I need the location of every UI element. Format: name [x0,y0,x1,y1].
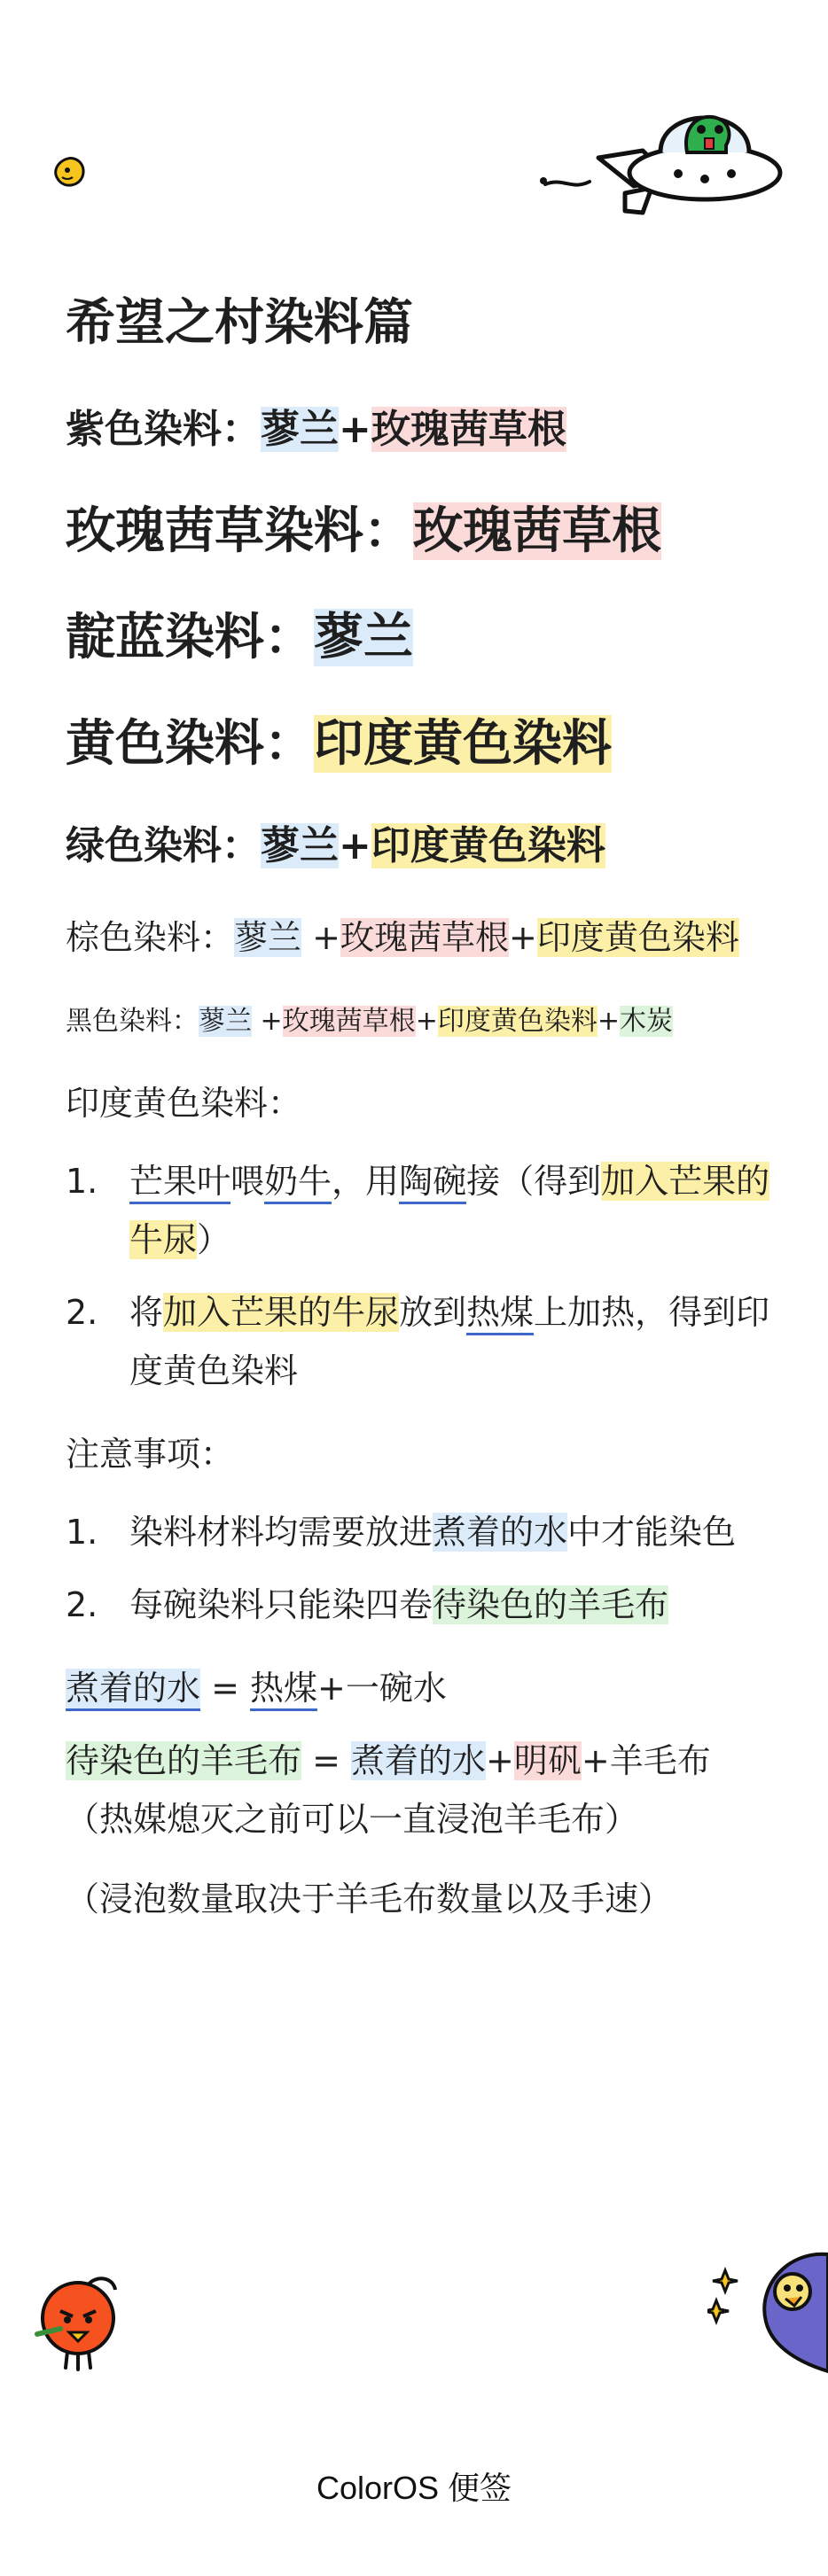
list-item [66,1152,775,1269]
yellow-dye-line [66,691,775,798]
green-dye-label: 绿色染料： [66,823,261,868]
green-dye-line [66,798,775,895]
brown-dye-ingredient-3: 印度黄色染料 [536,918,739,957]
undyed-wool-text: 待染色的羊毛布 [433,1585,669,1624]
list-number: 2. [66,1585,98,1624]
black-dye-ingredient-3: 印度黄色染料 [437,1006,598,1037]
black-dye-ingredient-1: 蓼兰 [199,1006,252,1037]
purple-bird-sticker-icon [707,2251,828,2375]
list-item [66,1503,775,1561]
list-number: 2. [66,1293,98,1332]
boiling-water-text: 煮着的水 [433,1513,568,1552]
plus-sign: + [508,918,537,957]
list-number: 1. [66,1162,98,1201]
brown-dye-ingredient-1: 蓼兰 [234,918,302,957]
list-item [66,1283,775,1400]
mango-urine-text: 加入芒果的牛尿 [129,1162,770,1259]
footer-brand: ColorOS 便签 [316,2470,512,2506]
rose-dye-label: 玫瑰茜草染料： [66,502,413,560]
green-dye-ingredient-2: 印度黄色染料 [371,823,605,868]
list-item [66,1576,775,1634]
list-number: 1. [66,1513,98,1552]
clay-bowl-text: 陶碗 [399,1162,466,1204]
plus-sign: + [301,918,340,957]
purple-dye-label: 紫色染料： [66,407,261,452]
cloth-note: （热媒熄灭之前可以一直浸泡羊毛布） [66,1800,639,1839]
step-text: 将 [129,1293,164,1332]
black-dye-ingredient-2: 玫瑰茜草根 [282,1006,416,1037]
hot-coal-text: 热煤 [466,1293,534,1335]
black-dye-label: 黑色染料： [66,1006,199,1037]
equals-sign: = [200,1669,251,1708]
plus-sign: + [597,1006,620,1037]
formula-text: +一碗水 [317,1669,447,1708]
india-yellow-steps [66,1152,775,1400]
rose-dye-line [66,479,775,585]
water-formula-line [66,1648,775,1728]
boiling-water-text: 煮着的水 [351,1741,487,1780]
purple-dye-ingredient-1: 蓼兰 [261,407,339,452]
note-body [66,266,775,1928]
yellow-dye-ingredient: 印度黄色染料 [314,715,612,773]
indigo-dye-line [66,585,775,691]
orange-bird-sticker-icon [34,2269,131,2375]
mango-leaf-text: 芒果叶 [129,1162,230,1204]
bean-sticker-icon [48,151,90,193]
cloth-formula-line [66,1732,775,1790]
brown-dye-line [66,895,775,980]
hot-coal-text: 热煤 [250,1669,317,1711]
green-dye-ingredient-1: 蓼兰 [261,823,339,868]
plus-sign: + [486,1741,514,1780]
india-yellow-heading: 印度黄色染料： [66,1084,302,1123]
alum-text: 明矾 [513,1741,582,1780]
step-text: ，用 [332,1162,400,1201]
step-text: 上加热，得到印度黄色染料 [129,1293,770,1390]
purple-dye-line [66,381,775,479]
rose-dye-ingredient: 玫瑰茜草根 [413,502,661,560]
soak-note: （浸泡数量取决于羊毛布数量以及手速） [66,1879,673,1918]
indigo-dye-ingredient: 蓼兰 [314,609,413,666]
plus-sign: + [339,407,371,452]
purple-dye-ingredient-2: 玫瑰茜草根 [371,407,566,452]
boiling-water-text: 煮着的水 [66,1669,200,1711]
note-text: 染料材料均需要放进 [129,1513,434,1552]
formula-text: +羊毛布 [581,1741,711,1780]
step-text: 接（得到 [466,1162,602,1201]
ufo-dinosaur-sticker-icon [536,89,785,222]
note-text: 中才能染色 [567,1513,737,1552]
step-text: 喂 [230,1162,265,1201]
undyed-wool-text: 待染色的羊毛布 [66,1741,302,1780]
equals-sign: = [301,1741,352,1780]
brown-dye-label: 棕色染料： [66,918,235,957]
cow-text: 奶牛 [264,1162,332,1204]
note-text: 每碗染料只能染四卷 [129,1585,434,1624]
step-text: 放到 [399,1293,467,1332]
black-dye-line [66,980,775,1063]
notes-heading: 注意事项： [66,1435,235,1474]
step-text: ） [197,1220,231,1259]
plus-sign: + [252,1006,283,1037]
black-dye-ingredient-4: 木炭 [619,1006,673,1037]
note-title: 希望之村染料篇 [66,294,413,352]
brown-dye-ingredient-2: 玫瑰茜草根 [340,918,509,957]
indigo-dye-label: 靛蓝染料： [66,609,314,666]
plus-sign: + [415,1006,438,1037]
notes-list [66,1503,775,1634]
plus-sign: + [339,823,371,868]
yellow-dye-label: 黄色染料： [66,715,314,773]
mango-urine-text: 加入芒果的牛尿 [163,1293,400,1332]
